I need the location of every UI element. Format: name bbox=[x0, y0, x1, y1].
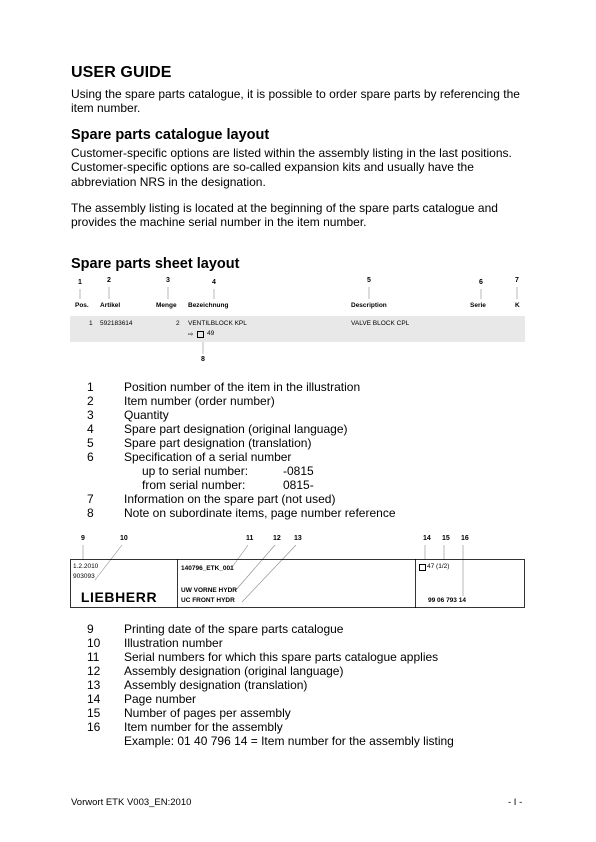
footer-document-id: Vorwort ETK V003_EN:2010 bbox=[71, 797, 192, 808]
catalogue-layout-paragraph-1: Customer-specific options are listed within the assembly listing in the last positions. Customer-specific options are so-called expansion kits and usually have the abbreviation NRS in the designation. bbox=[71, 146, 512, 189]
illustration-number: 903093 bbox=[73, 573, 95, 580]
arrow-icon: ⇨ bbox=[188, 331, 194, 338]
col-header-pos: Pos. bbox=[75, 302, 89, 309]
section-heading-sheet-layout: Spare parts sheet layout bbox=[71, 256, 240, 272]
callout-6: 6 bbox=[479, 279, 483, 286]
section-heading-catalogue-layout: Spare parts catalogue layout bbox=[71, 127, 270, 143]
sheet-footer-figure bbox=[70, 532, 525, 610]
page-ref-box-icon bbox=[197, 331, 204, 338]
callout-7: 7 bbox=[515, 277, 519, 284]
callout-10: 10 bbox=[120, 535, 128, 542]
callout-13: 13 bbox=[294, 535, 302, 542]
callout-16: 16 bbox=[461, 535, 469, 542]
col-header-k: K bbox=[515, 302, 520, 309]
callout-9: 9 bbox=[81, 535, 85, 542]
callout-8: 8 bbox=[201, 356, 205, 363]
assembly-designation-en: UC FRONT HYDR bbox=[181, 597, 235, 604]
catalogue-layout-paragraph-2: The assembly listing is located at the beginning of the spare parts catalogue and provides the machine serial number in the item number. bbox=[71, 201, 498, 230]
row-artikel: 592183614 bbox=[100, 320, 133, 327]
sheet-layout-figure bbox=[70, 276, 525, 371]
page-box-icon bbox=[419, 564, 426, 571]
callout-15: 15 bbox=[442, 535, 450, 542]
row-description: VALVE BLOCK CPL bbox=[351, 320, 410, 327]
footer-page-number: - I - bbox=[508, 797, 523, 808]
row-menge: 2 bbox=[176, 320, 180, 327]
assembly-item-number: 99 06 793 14 bbox=[428, 597, 466, 604]
callout-4: 4 bbox=[212, 279, 216, 286]
col-header-artikel: Artikel bbox=[100, 302, 121, 309]
assembly-designation-de: UW VORNE HYDR bbox=[181, 587, 237, 594]
col-header-bezeichnung: Bezeichnung bbox=[188, 302, 229, 309]
serial-numbers: 140796_ETK_001 bbox=[181, 565, 234, 572]
sheet-data-row-bg bbox=[70, 316, 525, 342]
callout-12: 12 bbox=[273, 535, 281, 542]
callout-14: 14 bbox=[423, 535, 431, 542]
row-page-ref: 49 bbox=[207, 330, 215, 337]
col-header-serie: Serie bbox=[470, 302, 486, 309]
row-bezeichnung: VENTILBLOCK KPL bbox=[188, 320, 247, 327]
liebherr-logo bbox=[72, 589, 166, 605]
callout-11: 11 bbox=[246, 535, 254, 542]
col-header-description: Description bbox=[351, 302, 387, 309]
page-title: USER GUIDE bbox=[71, 64, 172, 81]
callout-1: 1 bbox=[78, 279, 82, 286]
row-pos: 1 bbox=[89, 320, 93, 327]
callout-3: 3 bbox=[166, 277, 170, 284]
col-header-menge: Menge bbox=[156, 302, 177, 309]
page-number: 47 (1/2) bbox=[427, 563, 450, 570]
print-date: 1.2.2010 bbox=[73, 563, 99, 570]
callout-2: 2 bbox=[107, 277, 111, 284]
intro-paragraph: Using the spare parts catalogue, it is possible to order spare parts by referencing the item number. bbox=[71, 87, 520, 116]
callout-5: 5 bbox=[367, 277, 371, 284]
svg-text:LIEBHERR: LIEBHERR bbox=[80, 589, 158, 605]
